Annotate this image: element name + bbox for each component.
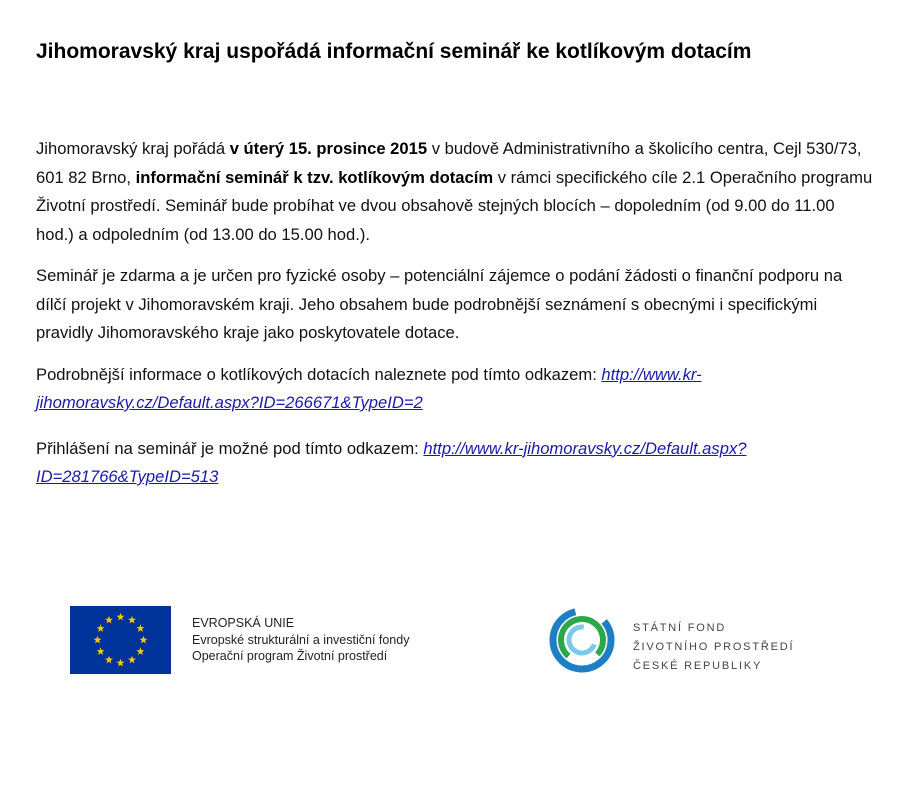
registration-link[interactable]: http://www.kr-jihomoravsky.cz/Default.aspx?ID=281766&TypeID=513 [36,438,747,486]
document-body [36,135,876,505]
eu-line-1: EVROPSKÁ UNIE [192,616,295,630]
intro-text-3: v rámci specifického cíle 2.1 Operačního programu Životní prostředí. Seminář bude probíhat ve dvou obsahově stejných blocích – dopoledním (od 9.00 do 11.00 hod.) a odpoledním (od 13.00 do 15.00 hod.). [36,167,873,244]
sfzp-ring-inner [565,623,598,656]
paragraph-registration [36,435,876,492]
more-info-link[interactable]: http://www.kr-jihomoravsky.cz/Default.aspx?ID=266671&TypeID=2 [36,364,702,412]
eu-flag-icon [70,606,171,674]
paragraph-audience: Seminář je zdarma a je určen pro fyzické osoby – potenciální zájemce o podání žádosti o finanční podporu na dílčí projekt v Jihomoravském kraji. Jeho obsahem bude podrobnější seznámení s obecnými i specifickými pravidly Jihomoravského kraje jako poskytovatele dotace. [36,266,843,342]
paragraph-more-info [36,361,876,418]
registration-text: Přihlášení na seminář je možné pod tímto odkazem: [36,438,424,458]
seminar-date: v úterý 15. prosince 2015 [229,139,428,158]
sfzp-line-3: ČESKÉ REPUBLIKY [633,660,763,672]
sfzp-line-2: ŽIVOTNÍHO PROSTŘEDÍ [633,641,795,653]
intro-text-2: v budově Administrativního a školicího centra, Cejl 530/73, 601 82 Brno, [36,139,862,187]
eu-line-2: Evropské strukturální a investiční fondy [192,632,410,647]
page-title: Jihomoravský kraj uspořádá informační seminář ke kotlíkovým dotacím [36,40,752,63]
more-info-text: Podrobnější informace o kotlíkových dotacích naleznete pod tímto odkazem: [36,364,602,384]
seminar-topic: informační seminář k tzv. kotlíkovým dotacím [135,167,494,187]
sfzp-line-1: STÁTNÍ FOND [633,622,727,634]
paragraph-intro [36,135,876,249]
sfzp-logo-icon [549,607,615,673]
eu-line-3: Operační program Životní prostředí [192,649,388,663]
eu-logo-text [192,615,409,665]
intro-text-1: Jihomoravský kraj pořádá [36,139,230,158]
sfzp-logo-text [633,619,794,676]
